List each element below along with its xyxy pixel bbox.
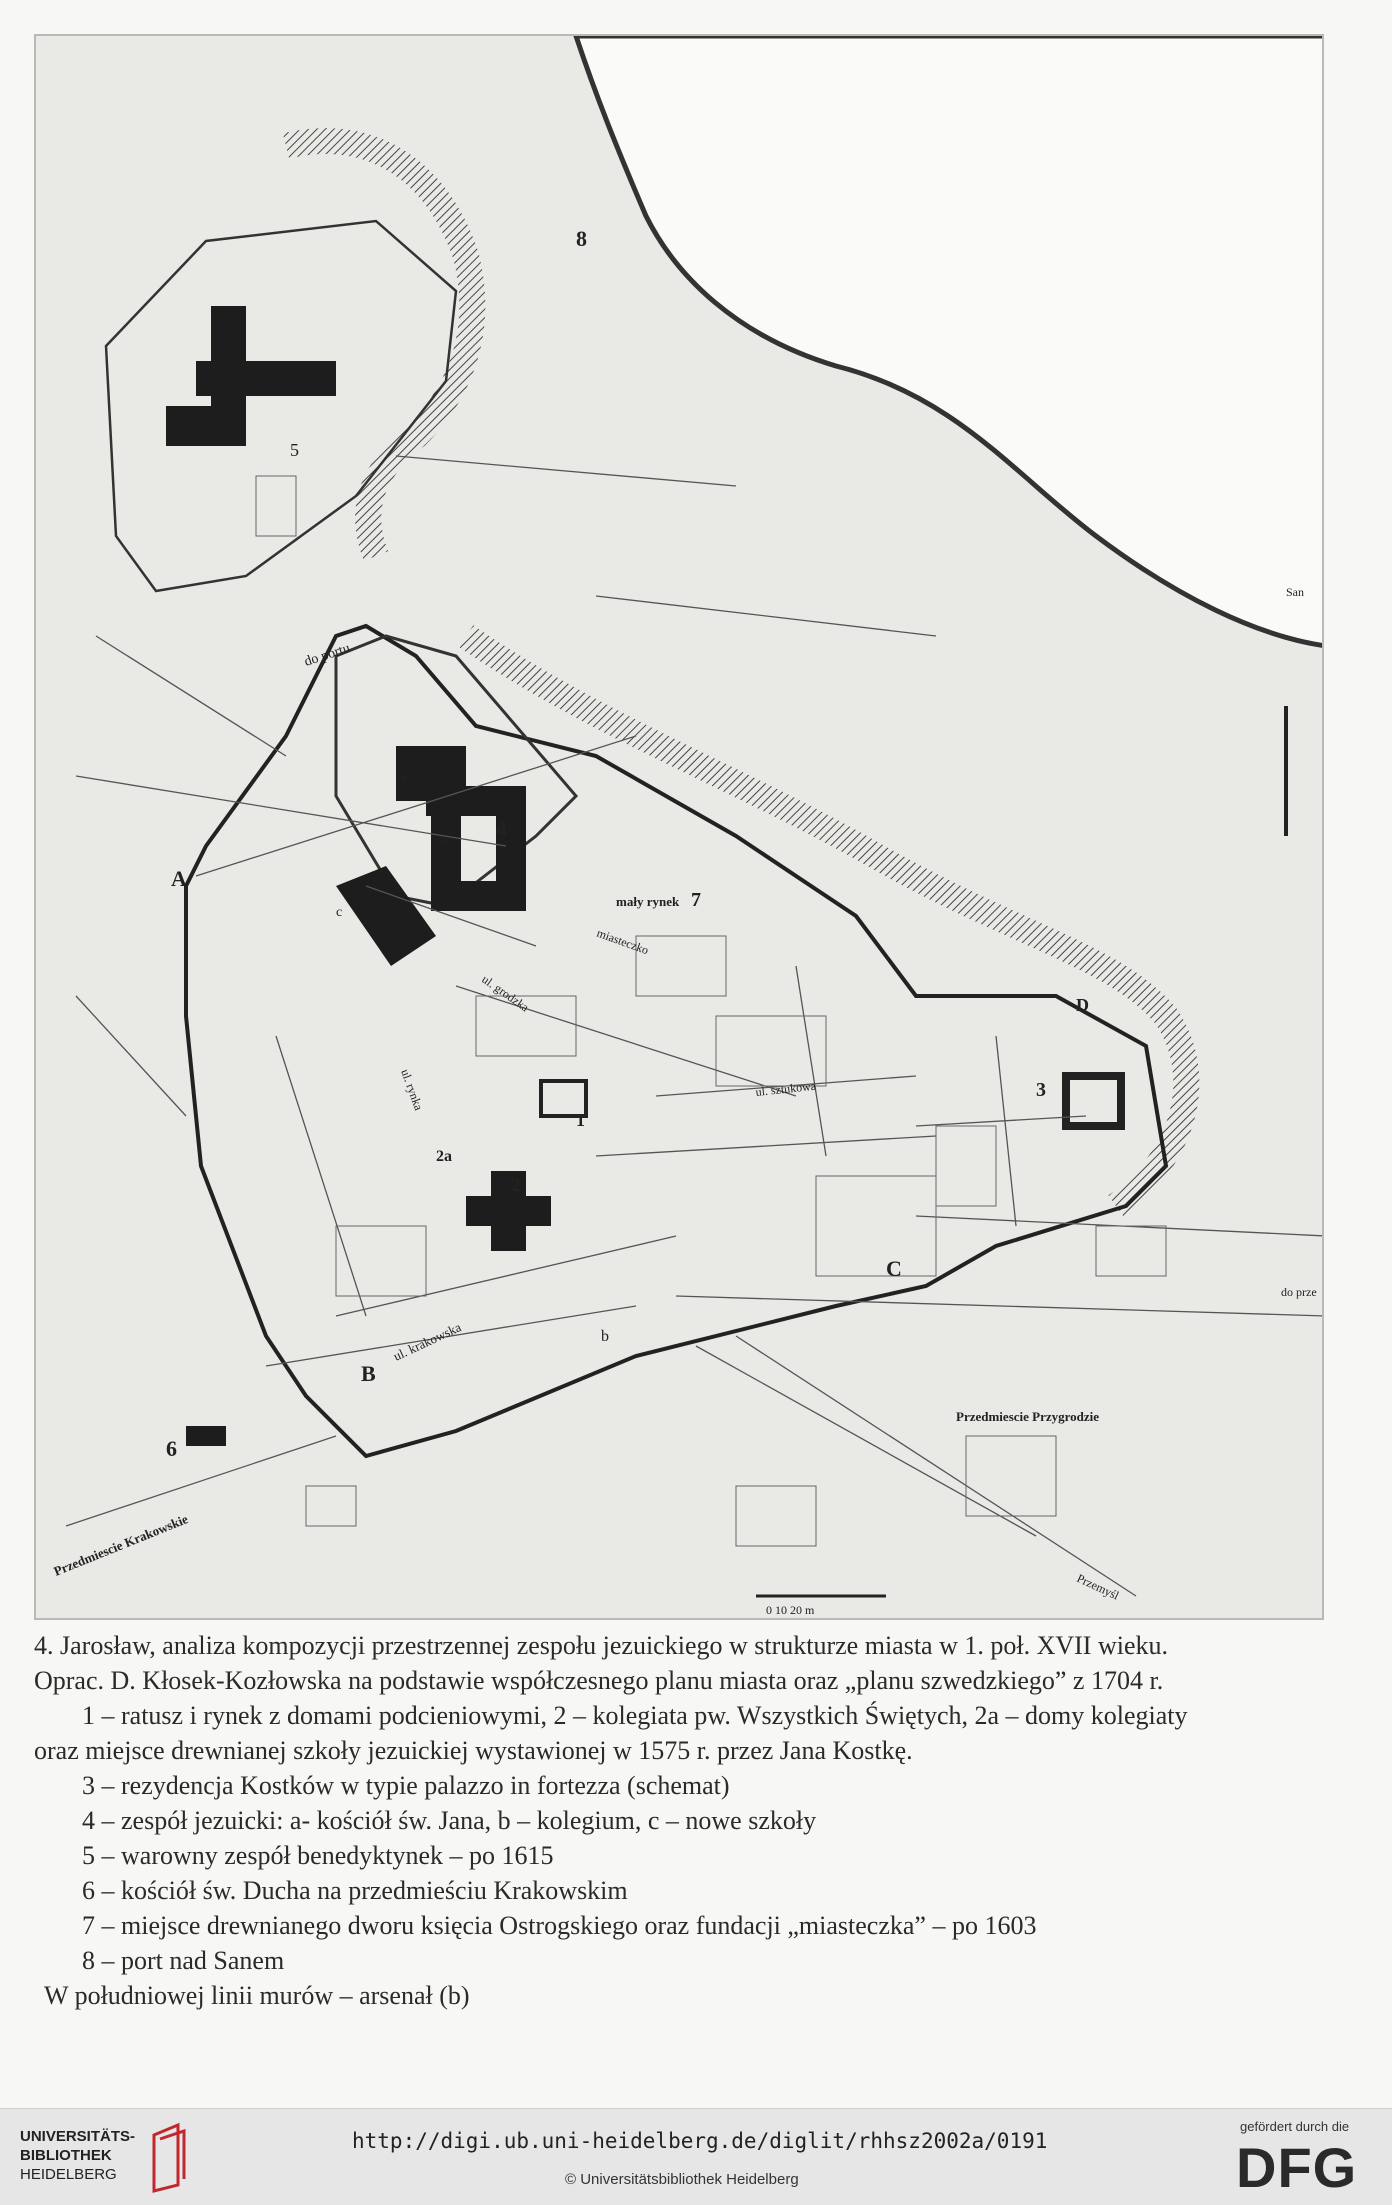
permalink-url[interactable]: http://digi.ub.uni-heidelberg.de/diglit/rhhsz2002a/0191 — [352, 2129, 1048, 2153]
label-przedmiescie-przygrodzie: Przedmiescie Przygrodzie — [956, 1409, 1100, 1424]
caption-item-5: 5 – warowny zespół benedyktynek – po 1615 — [82, 1841, 554, 1870]
label-7: 7 — [691, 889, 701, 911]
map-drawing — [36, 36, 1324, 1620]
logo-line-2: BIBLIOTHEK — [20, 2147, 112, 2164]
label-ul-krakowska: ul. krakowska — [390, 1319, 464, 1364]
caption-item-1: 1 – ratusz i rynek z domami podcieniowymi, 2 – kolegiata pw. Wszystkich Świętych, 2a – domy kolegiaty — [82, 1701, 1188, 1730]
label-do-przem: do prze — [1281, 1285, 1317, 1299]
label-c: c — [336, 905, 343, 920]
escarpment-north — [286, 141, 472, 556]
label-3: 3 — [1036, 1079, 1046, 1101]
scale-label: 0 10 20 m — [766, 1603, 815, 1617]
city-plan-map — [34, 34, 1324, 1620]
kostka-residence — [1066, 1076, 1121, 1126]
holy-spirit-church — [186, 1426, 226, 1446]
label-b-arsenal: b — [601, 1328, 609, 1345]
label-2: 2 — [511, 1175, 520, 1195]
caption-note: W południowej linii murów – arsenał (b) — [44, 1981, 470, 2010]
label-b: b — [441, 835, 448, 850]
label-4: 4 — [496, 816, 507, 841]
label-do-portu: do portu — [302, 640, 352, 670]
benedictine-church — [166, 306, 336, 446]
ub-heidelberg-logo[interactable] — [20, 2127, 135, 2184]
logo-line-3: HEIDELBERG — [20, 2166, 117, 2183]
label-maly-rynek: mały rynek — [616, 894, 680, 909]
escarpment-east — [466, 636, 1186, 1206]
label-a: a — [401, 770, 408, 785]
label-A: A — [171, 866, 187, 891]
label-ul-grodzka: ul. grodzka — [479, 971, 532, 1015]
copyright-text: © Universitätsbibliothek Heidelberg — [565, 2171, 799, 2188]
label-przemysl: Przemyśl — [1074, 1571, 1122, 1603]
label-B: B — [361, 1361, 376, 1386]
label-C: C — [886, 1256, 902, 1281]
caption-item-8: 8 – port nad Sanem — [82, 1946, 285, 1975]
caption-item-6: 6 – kościół św. Ducha na przedmieściu Krakowskim — [82, 1876, 628, 1905]
caption-credit: Oprac. D. Kłosek-Kozłowska na podstawie współczesnego planu miasta oraz „planu szwedzkiego” z 1704 r. — [34, 1666, 1164, 1695]
caption-item-3: 3 – rezydencja Kostków w typie palazzo in fortezza (schemat) — [82, 1771, 730, 1800]
caption-item-7: 7 – miejsce drewnianego dworu księcia Ostrogskiego oraz fundacji „miasteczka” – po 1603 — [82, 1911, 1037, 1940]
label-ul-rynka: ul. rynka — [398, 1067, 426, 1113]
label-5: 5 — [290, 440, 299, 460]
label-1: 1 — [576, 1110, 585, 1130]
label-2a: 2a — [436, 1148, 452, 1165]
label-8: 8 — [576, 226, 587, 251]
caption-item-4: 4 – zespół jezuicki: a- kościół św. Jana, b – kolegium, c – nowe szkoły — [82, 1806, 817, 1835]
logo-line-1: UNIVERSITÄTS- — [20, 2128, 136, 2145]
label-ul-sztukowa: ul. sztukowa — [754, 1078, 817, 1099]
ub-logo-icon — [148, 2121, 192, 2193]
label-6: 6 — [166, 1436, 177, 1461]
label-san: San — [1286, 585, 1304, 599]
dfg-logo[interactable]: DFG — [1236, 2136, 1358, 2199]
footer-bar — [0, 2108, 1392, 2205]
collegiate-church — [466, 1171, 551, 1251]
label-D: D — [1076, 995, 1089, 1015]
river-san — [576, 36, 1324, 646]
dfg-funded-text: gefördert durch die — [1240, 2119, 1350, 2134]
label-przedmiescie-krakowskie: Przedmiescie Krakowskie — [51, 1511, 191, 1579]
label-miasteczko: miasteczko — [594, 925, 651, 958]
caption-title: 4. Jarosław, analiza kompozycji przestrzennej zespołu jezuickiego w strukturze miasta w 1. poł. XVII wieku. — [34, 1631, 1168, 1660]
figure-caption — [34, 1628, 1334, 2013]
caption-item-1-cont: oraz miejsce drewnianej szkoły jezuickiej wystawionej w 1575 r. przez Jana Kostkę. — [34, 1736, 913, 1765]
